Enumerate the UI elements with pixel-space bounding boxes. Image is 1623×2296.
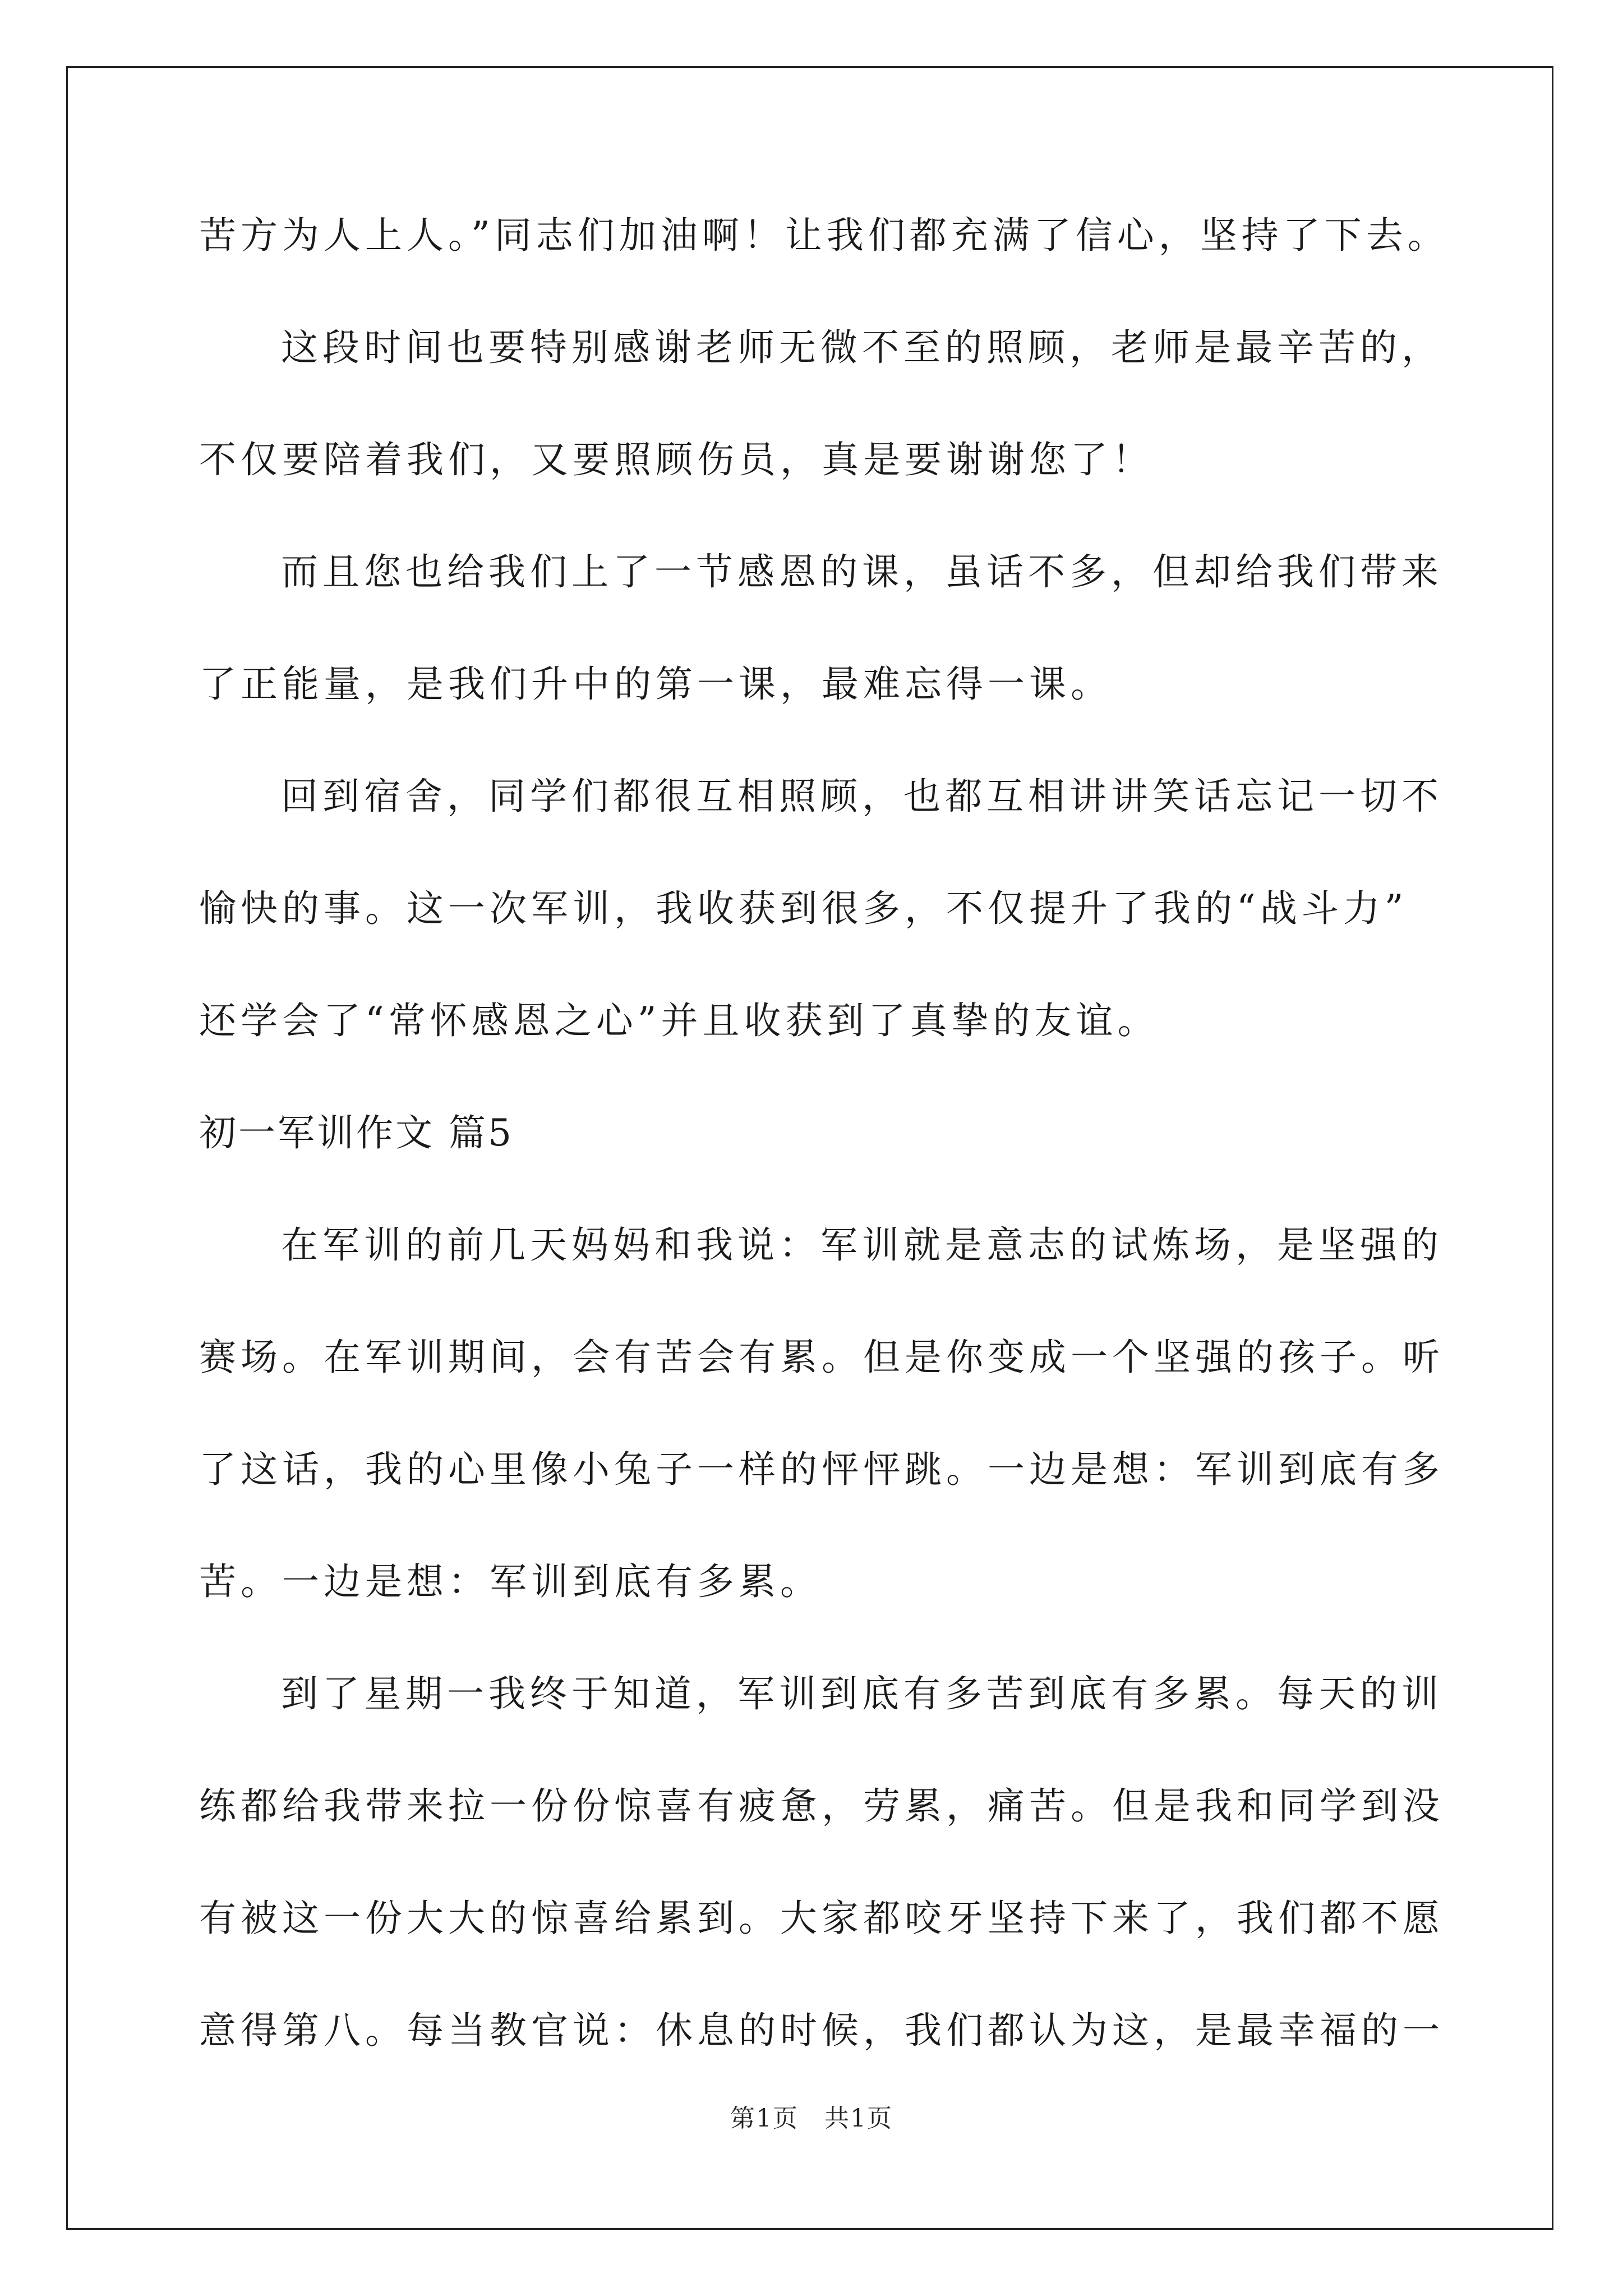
paragraph-line: 有被这一份大大的惊喜给累到。大家都咬牙坚持下来了，我们都不愿 xyxy=(199,1897,1444,1940)
paragraph-line: 苦方为人上人。”同志们加油啊！让我们都充满了信心，坚持了下去。 xyxy=(199,214,1449,257)
paragraph-line: 苦。一边是想：军训到底有多累。 xyxy=(199,1560,822,1603)
paragraph-line: 回到宿舍，同学们都很互相照顾，也都互相讲讲笑话忘记一切不 xyxy=(281,775,1443,818)
paragraph-line: 愉快的事。这一次军训，我收获到很多，不仅提升了我的“战斗力” xyxy=(199,887,1408,930)
paragraph-line: 这段时间也要特别感谢老师无微不至的照顾，老师是最辛苦的， xyxy=(281,326,1443,369)
paragraph-line: 不仅要陪着我们，又要照顾伤员，真是要谢谢您了！ xyxy=(199,438,1154,481)
paragraph-line: 在军训的前几天妈妈和我说：军训就是意志的试炼场，是坚强的 xyxy=(281,1223,1443,1267)
paragraph-line: 赛场。在军训期间，会有苦会有累。但是你变成一个坚强的孩子。听 xyxy=(199,1336,1444,1379)
paragraph-line: 还学会了“常怀感恩之心”并且收获到了真挚的友谊。 xyxy=(199,999,1159,1042)
paragraph-line: 意得第八。每当教官说：休息的时候，我们都认为这，是最幸福的一 xyxy=(199,2009,1444,2052)
section-heading: 初一军训作文 篇5 xyxy=(199,1111,514,1154)
document-body xyxy=(199,208,1449,2058)
paragraph-line: 了正能量，是我们升中的第一课，最难忘得一课。 xyxy=(199,662,1112,706)
paragraph-line: 而且您也给我们上了一节感恩的课，虽话不多，但却给我们带来 xyxy=(281,550,1443,593)
paragraph-line: 练都给我带来拉一份份惊喜有疲惫，劳累，痛苦。但是我和同学到没 xyxy=(199,1784,1444,1828)
paragraph-line: 了这话，我的心里像小兔子一样的怦怦跳。一边是想：军训到底有多 xyxy=(199,1448,1444,1491)
paragraph-line: 到了星期一我终于知道，军训到底有多苦到底有多累。每天的训 xyxy=(281,1672,1443,1715)
page-number-footer: 第1页 共1页 xyxy=(730,2104,893,2133)
